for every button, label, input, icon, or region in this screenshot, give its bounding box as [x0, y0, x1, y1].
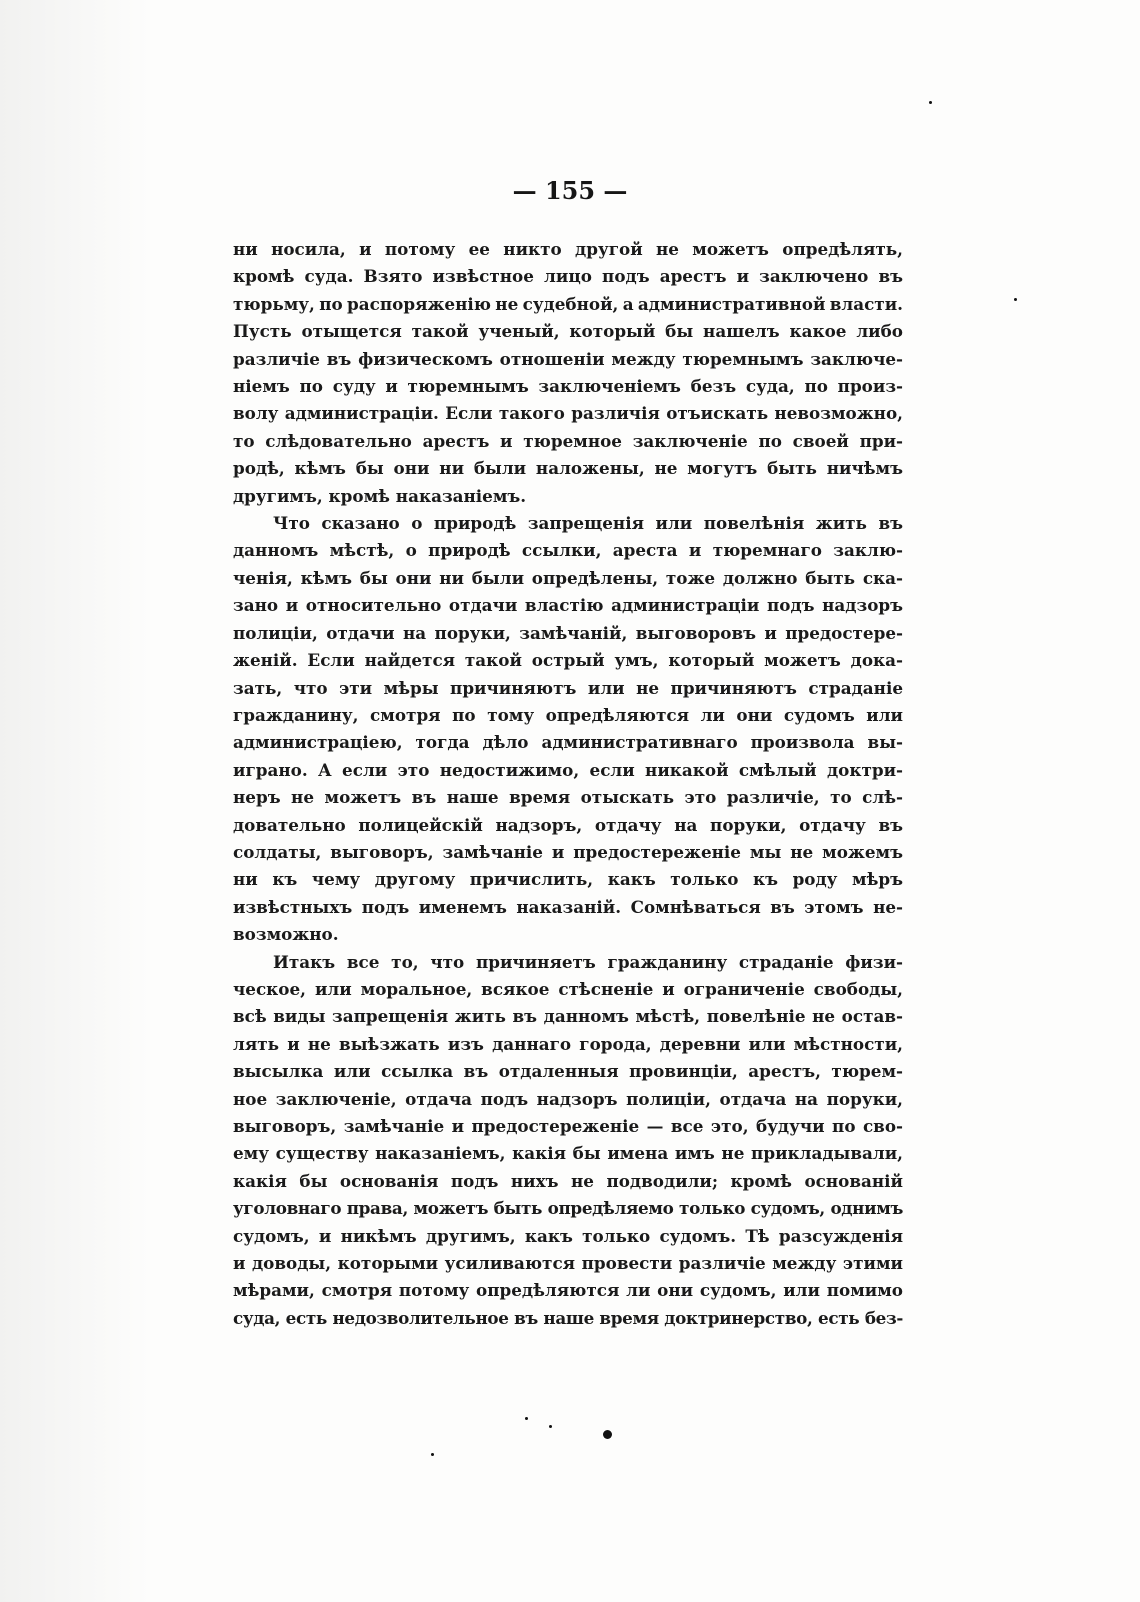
text-line: и доводы, которыми усиливаются провести различіе между этими	[233, 1253, 903, 1274]
text-line: Что сказано о природѣ запрещенія или повелѣнія жить въ	[273, 513, 903, 534]
text-line: довательно полицейскій надзоръ, отдачу на поруки, отдачу въ	[233, 814, 903, 835]
text-line: извѣстныхъ подъ именемъ наказаній. Сомнѣваться въ этомъ не-	[233, 896, 903, 917]
text-line: ное заключеніе, отдача подъ надзоръ полиціи, отдача на поруки,	[233, 1088, 903, 1109]
text-line: уголовнаго права, можетъ быть опредѣляемо только судомъ, однимъ	[233, 1198, 903, 1219]
text-line: другимъ, кромѣ наказаніемъ.	[233, 485, 527, 506]
text-line: Пусть отыщется такой ученый, который бы нашелъ какое либо	[233, 321, 903, 342]
scan-speck	[431, 1453, 434, 1456]
text-line: ему существу наказаніемъ, какія бы имена имъ не прикладывали,	[233, 1143, 903, 1164]
page-edge-shadow	[0, 0, 150, 1602]
text-line: ченія, кѣмъ бы они ни были опредѣлены, тоже должно быть ска-	[233, 567, 903, 588]
text-line: ни носила, и потому ее никто другой не можетъ опредѣлять,	[233, 239, 903, 259]
paragraph	[233, 949, 903, 1333]
text-line: Итакъ все то, что причиняетъ гражданину страданіе физи-	[273, 951, 903, 972]
paragraph	[233, 236, 903, 510]
text-line: различіе въ физическомъ отношеніи между тюремнымъ заключе-	[233, 348, 903, 369]
text-line: зать, что эти мѣры причиняютъ или не причиняютъ страданіе	[233, 677, 903, 698]
text-line: высылка или ссылка въ отдаленныя провинціи, арестъ, тюрем-	[233, 1061, 903, 1082]
text-line: возможно.	[233, 924, 339, 945]
scan-speck	[929, 101, 932, 104]
text-line: тюрьму, по распоряженію не судебной, а административной власти.	[233, 293, 903, 314]
page-number: — 155 —	[512, 176, 628, 205]
text-line: какія бы основанія подъ нихъ не подводили; кромѣ основаній	[233, 1170, 903, 1191]
text-line: полиціи, отдачи на поруки, замѣчаній, выговоровъ и предостере-	[233, 622, 903, 643]
text-line: играно. А если это недостижимо, если никакой смѣлый доктри-	[233, 759, 903, 780]
text-line: то слѣдовательно арестъ и тюремное заключеніе по своей при-	[233, 430, 903, 451]
text-line: выговоръ, замѣчаніе и предостереженіе — все это, будучи по сво-	[233, 1116, 903, 1136]
text-line: ніемъ по суду и тюремнымъ заключеніемъ безъ суда, по произ-	[233, 376, 903, 397]
body-text	[233, 236, 903, 1332]
text-line: родѣ, кѣмъ бы они ни были наложены, не могутъ быть ничѣмъ	[233, 458, 903, 479]
text-line: суда, есть недозволительное въ наше время доктринерство, есть без-	[233, 1307, 903, 1328]
paragraph	[233, 510, 903, 949]
text-line: солдаты, выговоръ, замѣчаніе и предостереженіе мы не можемъ	[233, 841, 903, 862]
text-line: мѣрами, смотря потому опредѣляются ли они судомъ, или помимо	[233, 1280, 903, 1301]
text-line: неръ не можетъ въ наше время отыскать это различіе, то слѣ-	[233, 787, 903, 808]
scan-speck	[525, 1417, 528, 1420]
scan-speck	[1014, 298, 1017, 301]
text-line: ни къ чему другому причислить, какъ только къ роду мѣръ	[233, 869, 903, 890]
text-line: кромѣ суда. Взято извѣстное лицо подъ арестъ и заключено въ	[233, 266, 903, 287]
text-line: зано и относительно отдачи властію администраціи подъ надзоръ	[233, 595, 903, 616]
scan-speck	[603, 1430, 612, 1439]
text-line: всѣ виды запрещенія жить въ данномъ мѣстѣ, повелѣніе не остав-	[233, 1006, 903, 1027]
scan-speck	[549, 1425, 552, 1428]
text-line: ческое, или моральное, всякое стѣсненіе и ограниченіе свободы,	[233, 978, 903, 999]
text-line: данномъ мѣстѣ, о природѣ ссылки, ареста и тюремнаго заклю-	[233, 540, 903, 561]
text-line: волу администраціи. Если такого различія отъискать невозможно,	[233, 403, 903, 424]
text-line: гражданину, смотря по тому опредѣляются ли они судомъ или	[233, 704, 903, 725]
text-line: лять и не выѣзжать изъ даннаго города, деревни или мѣстности,	[233, 1033, 903, 1054]
text-line: женій. Если найдется такой острый умъ, который можетъ дока-	[233, 650, 903, 671]
text-line: администраціею, тогда дѣло административнаго произвола вы-	[233, 732, 903, 753]
text-line: судомъ, и никѣмъ другимъ, какъ только судомъ. Тѣ разсужденія	[233, 1225, 903, 1246]
